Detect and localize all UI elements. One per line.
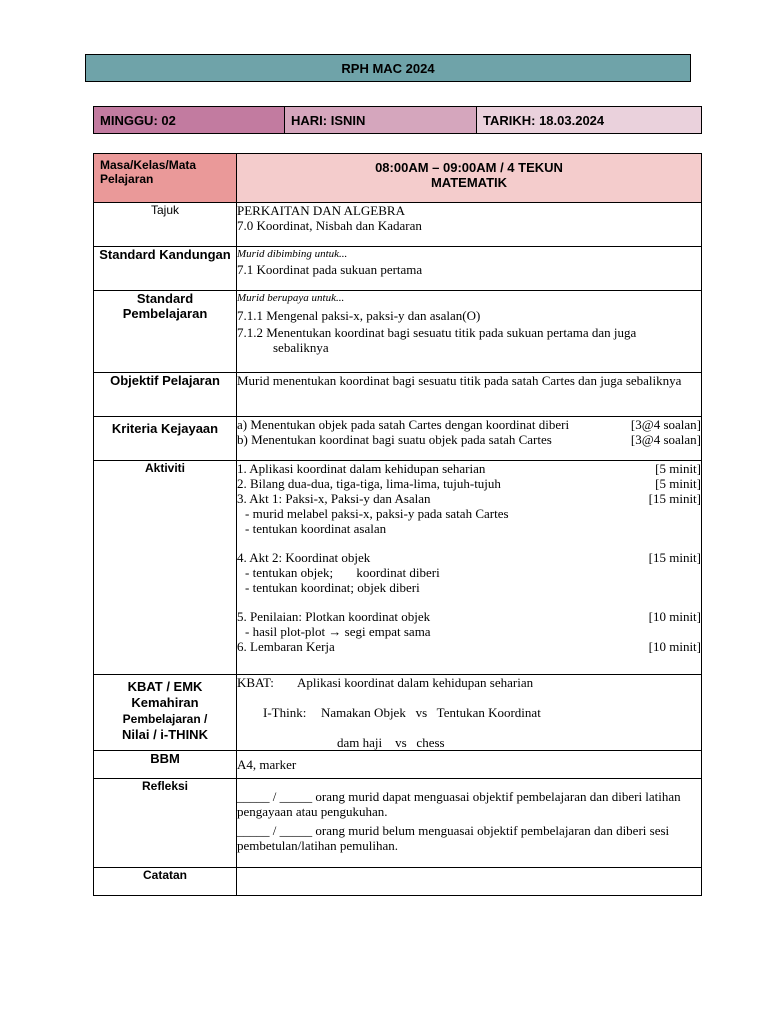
standard-kandungan-value [237,247,702,291]
kbat-val: Aplikasi koordinat dalam kehidupan seharian [297,675,534,690]
kbat-label-1: KBAT / EMK [127,679,203,694]
tajuk-value [237,203,702,247]
aktiviti-3 [237,491,701,506]
aktiviti-6-text: 6. Lembaran Kerja [237,639,335,654]
tajuk-label: Tajuk [94,203,237,247]
refleksi-line2: _____ / _____ orang murid belum menguasai objektif pembelajaran dan diberi sesi pembetulan/latihan pemulihan. [237,823,670,853]
day-cell: HARI: ISNIN [285,107,477,133]
kriteria-a [237,417,701,432]
session-row [94,154,702,203]
page-title: RPH MAC 2024 [85,54,691,82]
catatan-value [237,868,702,896]
refleksi-line1: _____ / _____ orang murid dapat menguasai objektif pembelajaran dan diberi latihan pengayaan atau pengukuhan. [237,789,681,819]
session-value [237,154,702,203]
aktiviti-5-time: [10 minit] [648,609,701,624]
aktiviti-4-time: [15 minit] [648,550,701,565]
aktiviti-6 [237,639,701,654]
kbat-value [237,675,702,751]
bbm-label: BBM [94,751,237,779]
aktiviti-4-sub1b: koordinat diberi [356,565,440,580]
aktiviti-4-sub1a: - tentukan objek; [245,565,334,580]
standard-pembelajaran-value [237,291,702,373]
objektif-row [94,373,702,417]
kriteria-row [94,417,702,461]
catatan-row [94,868,702,896]
aktiviti-4-sub2: - tentukan koordinat; objek diberi [245,580,420,595]
session-label: Masa/Kelas/Mata Pelajaran [94,154,237,203]
tajuk-line2: 7.0 Koordinat, Nisbah dan Kadaran [237,218,422,233]
aktiviti-2 [237,476,701,491]
aktiviti-4-sub1 [237,565,701,580]
kbat-line [237,675,701,690]
aktiviti-3-sub1: - murid melabel paksi-x, paksi-y pada satah Cartes [245,506,509,521]
kriteria-b-score: [3@4 soalan] [630,432,701,447]
kriteria-label: Kriteria Kejayaan [94,417,237,461]
session-time: 08:00AM – 09:00AM / 4 TEKUN [375,160,563,175]
aktiviti-5 [237,609,701,624]
kbat-label-3: Pembelajaran / [122,712,208,726]
bbm-value: A4, marker [237,751,702,779]
aktiviti-5-sub1: - hasil plot-plot → segi empat sama [245,624,431,639]
kriteria-a-score: [3@4 soalan] [630,417,701,432]
kbat-key: KBAT: [237,675,274,690]
refleksi-value [237,779,702,868]
header-row [93,106,702,134]
standard-pembelajaran-item1: 7.1.1 Mengenal paksi-x, paksi-y dan asalan(O) [237,308,481,323]
aktiviti-5-text: 5. Penilaian: Plotkan koordinat objek [237,609,431,624]
standard-kandungan-label: Standard Kandungan [94,247,237,291]
aktiviti-1-text: 1. Aplikasi koordinat dalam kehidupan seharian [237,461,486,476]
tajuk-line1: PERKAITAN DAN ALGEBRA [237,203,405,218]
aktiviti-value [237,461,702,675]
kriteria-b-text: b) Menentukan koordinat bagi suatu objek pada satah Cartes [237,432,552,447]
aktiviti-row [94,461,702,675]
standard-pembelajaran-row [94,291,702,373]
aktiviti-2-time: [5 minit] [655,476,701,491]
aktiviti-1 [237,461,701,476]
ithink-key: I-Think: [263,705,307,720]
ithink-line [237,690,701,735]
standard-kandungan-intro: Murid dibimbing untuk... [237,248,348,260]
week-cell: MINGGU: 02 [94,107,285,133]
ithink-val: Namakan Objek vs Tentukan Koordinat [321,705,541,720]
catatan-label: Catatan [94,868,237,896]
standard-pembelajaran-item2: 7.1.2 Menentukan koordinat bagi sesuatu titik pada sukuan pertama dan juga [237,325,637,340]
standard-kandungan-item: 7.1 Koordinat pada sukuan pertama [237,262,423,277]
kbat-label [94,675,237,751]
kbat-label-2: Kemahiran [131,695,199,710]
kriteria-value [237,417,702,461]
aktiviti-4 [237,550,701,565]
aktiviti-3-time: [15 minit] [648,491,701,506]
refleksi-label: Refleksi [94,779,237,868]
standard-pembelajaran-intro: Murid berupaya untuk... [237,292,345,304]
standard-pembelajaran-item2b: sebaliknya [273,340,329,355]
lesson-plan-table [93,153,702,896]
kriteria-b [237,432,701,447]
kbat-label-4: Nilai / i-THINK [122,727,208,742]
bbm-row [94,751,702,779]
kriteria-a-text: a) Menentukan objek pada satah Cartes dengan koordinat diberi [237,417,570,432]
aktiviti-label: Aktiviti [94,461,237,675]
tajuk-row [94,203,702,247]
aktiviti-4-text: 4. Akt 2: Koordinat objek [237,550,371,565]
aktiviti-3-text: 3. Akt 1: Paksi-x, Paksi-y dan Asalan [237,491,431,506]
ithink-line2: dam haji vs chess [337,735,445,750]
refleksi-row [94,779,702,868]
aktiviti-1-time: [5 minit] [655,461,701,476]
aktiviti-2-text: 2. Bilang dua-dua, tiga-tiga, lima-lima, tujuh-tujuh [237,476,501,491]
session-subject: MATEMATIK [430,175,508,190]
objektif-value: Murid menentukan koordinat bagi sesuatu titik pada satah Cartes dan juga sebaliknya [237,373,702,417]
kbat-row [94,675,702,751]
standard-kandungan-row [94,247,702,291]
objektif-label: Objektif Pelajaran [94,373,237,417]
date-cell: TARIKH: 18.03.2024 [477,107,701,133]
aktiviti-6-time: [10 minit] [648,639,701,654]
standard-pembelajaran-label: Standard Pembelajaran [94,291,237,373]
aktiviti-3-sub2: - tentukan koordinat asalan [245,521,387,536]
